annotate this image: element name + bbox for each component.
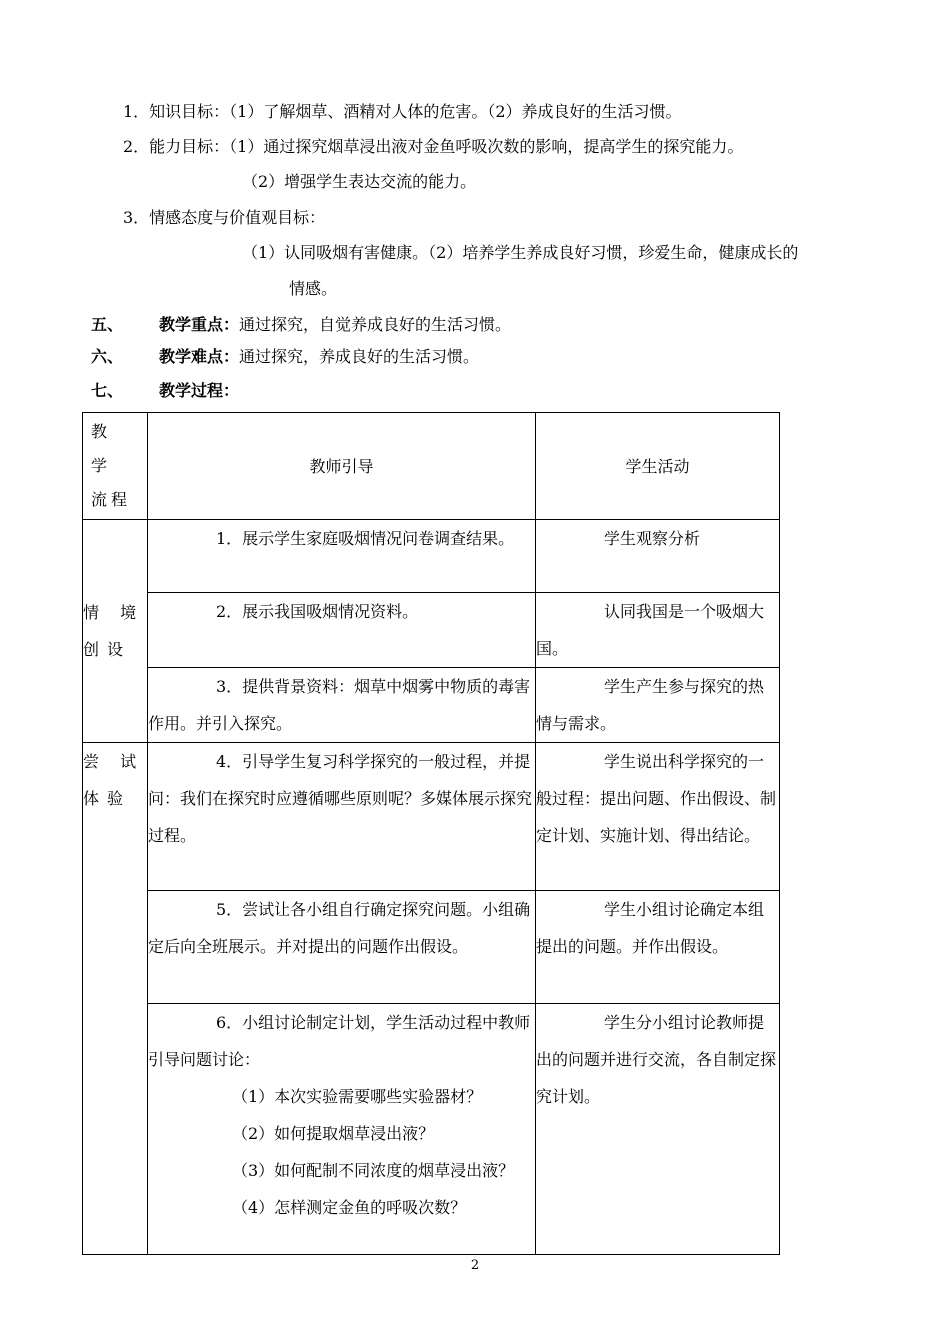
table-row (83, 1004, 780, 1255)
teacher-cell-discussion (148, 1004, 536, 1255)
student-cell: 认同我国是一个吸烟大国。 (536, 593, 780, 668)
table-row (83, 743, 780, 891)
page-number: 2 (470, 1258, 480, 1273)
section-six-text: 通过探究，养成良好的生活习惯。 (239, 347, 480, 366)
objective-knowledge: 1．知识目标：（1）了解烟草、酒精对人体的危害。（2）养成良好的生活习惯。 (123, 102, 682, 121)
section-five (91, 314, 511, 336)
section-seven-label: 教学过程： (159, 381, 240, 400)
table-row (83, 891, 780, 1004)
section-six-label: 教学难点： (159, 347, 240, 366)
table-row (83, 593, 780, 668)
section-seven-number: 七、 (91, 381, 124, 400)
student-cell: 学生分小组讨论教师提出的问题并进行交流，各自制定探究计划。 (536, 1004, 780, 1255)
teacher-discussion-intro: 6．小组讨论制定计划，学生活动过程中教师引导问题讨论： (148, 1013, 531, 1069)
discussion-question: （4）怎样测定金鱼的呼吸次数？ (232, 1198, 467, 1217)
header-teacher: 教师引导 (148, 413, 536, 520)
teacher-cell: 2．展示我国吸烟情况资料。 (148, 593, 536, 668)
objective-ability-2: （2）增强学生表达交流的能力。 (242, 172, 477, 191)
objective-emotion-2: 情感。 (289, 279, 338, 298)
table-row (83, 520, 780, 593)
stage-trial: 尝 试 体验 (83, 743, 148, 1255)
teacher-cell: 5．尝试让各小组自行确定探究问题。小组确定后向全班展示。并对提出的问题作出假设。 (148, 891, 536, 1004)
header-flow: 教 学 流程 (83, 413, 148, 520)
objective-ability-1: 2．能力目标：（1）通过探究烟草浸出液对金鱼呼吸次数的影响，提高学生的探究能力。 (123, 137, 744, 156)
section-five-text: 通过探究，自觉养成良好的生活习惯。 (239, 315, 512, 334)
stage-situation: 情 境 创设 (83, 520, 148, 743)
teacher-cell: 4．引导学生复习科学探究的一般过程，并提问：我们在探究时应遵循哪些原则呢？多媒体展示探究过程。 (148, 743, 536, 891)
objective-emotion-1: （1）认同吸烟有害健康。（2）培养学生养成良好习惯，珍爱生命，健康成长的 (242, 243, 799, 262)
section-six (91, 346, 479, 368)
student-cell: 学生小组讨论确定本组提出的问题。并作出假设。 (536, 891, 780, 1004)
table-header-row (83, 413, 780, 520)
discussion-question: （1）本次实验需要哪些实验器材？ (232, 1087, 483, 1106)
teaching-process-table (82, 412, 780, 1255)
discussion-question: （2）如何提取烟草浸出液？ (232, 1124, 435, 1143)
discussion-question: （3）如何配制不同浓度的烟草浸出液？ (232, 1161, 515, 1180)
section-five-label: 教学重点： (159, 315, 240, 334)
teacher-cell: 3．提供背景资料：烟草中烟雾中物质的毒害作用。并引入探究。 (148, 668, 536, 743)
objective-emotion-title: 3．情感态度与价值观目标： (123, 208, 326, 227)
header-student: 学生活动 (536, 413, 780, 520)
table-row (83, 668, 780, 743)
section-five-number: 五、 (91, 315, 124, 334)
student-cell: 学生说出科学探究的一般过程：提出问题、作出假设、制定计划、实施计划、得出结论。 (536, 743, 780, 891)
teacher-cell: 1．展示学生家庭吸烟情况问卷调查结果。 (148, 520, 536, 593)
section-six-number: 六、 (91, 347, 124, 366)
student-cell: 学生观察分析 (536, 520, 780, 593)
student-cell: 学生产生参与探究的热情与需求。 (536, 668, 780, 743)
section-seven (91, 380, 239, 402)
